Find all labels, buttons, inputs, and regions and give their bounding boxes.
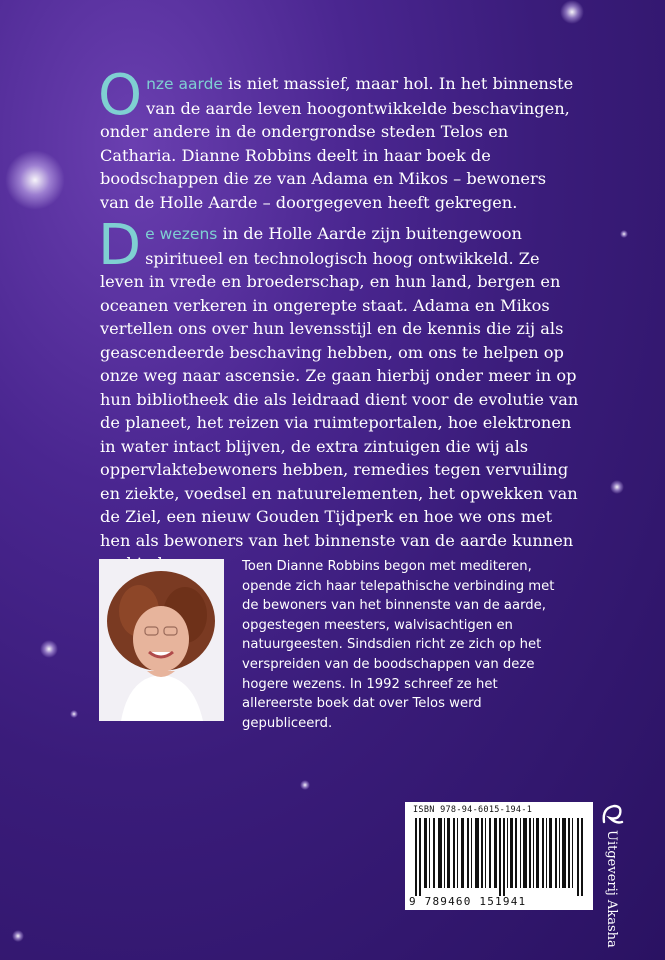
intro-paragraph	[98, 63, 580, 214]
intro-dropcap: O	[98, 63, 143, 128]
barcode-bars	[415, 818, 587, 896]
star-decoration	[300, 780, 310, 790]
author-photo	[99, 559, 224, 721]
publisher-name	[603, 830, 619, 948]
publisher-name-text: Uitgeverij Akasha	[604, 830, 619, 948]
body-dropcap: D	[98, 213, 142, 278]
intro-text: is niet massief, maar hol. In het binnenste van de aarde leven hoogontwikkelde beschavingen, onder andere in de ondergrondse steden Telos en Catharia. Dianne Robbins deelt in haar boek de boodschappen die ze van Adama en Mikos – bewoners van de Holle Aarde – doorgegeven heeft gekregen.	[100, 74, 574, 212]
ean-digits: 9 789460 151941	[409, 895, 527, 908]
isbn-barcode	[405, 802, 593, 910]
author-bio: Toen Dianne Robbins begon met mediteren, opende zich haar telepathische verbinding met de bewoners van het binnenste van de aarde, opgestegen meesters, walvisachtigen en natuurgeesten. Sindsdien richt ze zich op het verspreiden van de boodschappen van deze hogere wezens. In 1992 schreef ze het allereerste boek dat over Telos werd gepubliceerd.	[242, 559, 555, 731]
isbn-label: ISBN 978-94-6015-194-1	[413, 805, 533, 815]
star-decoration	[12, 930, 24, 942]
star-decoration	[620, 230, 628, 238]
star-decoration	[610, 480, 624, 494]
star-decoration	[70, 710, 78, 718]
star-decoration	[560, 0, 584, 24]
star-decoration	[40, 640, 58, 658]
intro-lead: nze aarde	[146, 75, 223, 93]
star-decoration	[5, 150, 65, 210]
body-text: in de Holle Aarde zijn buitengewoon spiritueel en technologisch hoog ontwikkeld. Ze leven in vrede en broederschap, en hun land, bergen en oceanen verkeren in ongerepte staat. Adama en Mikos vertellen ons over hun levensstijl en de kennis die zij als geascendeerde beschaving hebben, om ons te helpen op onze weg naar ascensie. Ze gaan hierbij onder meer in op hun bibliotheek die als leidraad dient voor de evolutie van de planeet, het reizen via ruimteportalen, hoe elektronen in water intact blijven, de extra zintuigen die wij als oppervlaktebewoners hebben, remedies tegen vervuiling en ziekte, voedsel en natuurelementen, het opwekken van de Ziel, een nieuw Gouden Tijdperk en hoe we ons met hen als bewoners van het binnenste van de aarde kunnen	[100, 224, 579, 550]
body-paragraph	[98, 213, 580, 576]
publisher-logo-icon	[598, 800, 626, 828]
body-lead: e wezens	[145, 225, 218, 243]
